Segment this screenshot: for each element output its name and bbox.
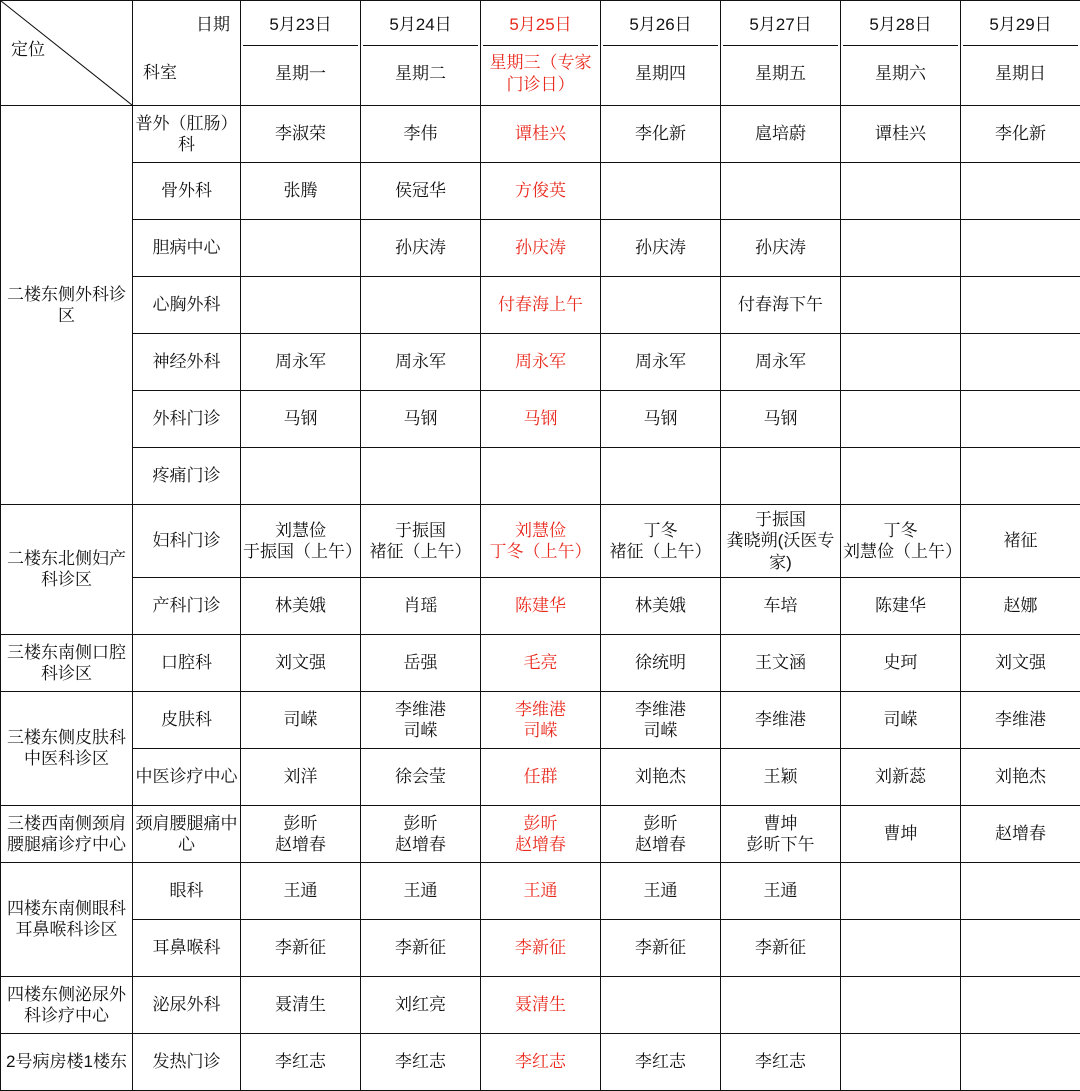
doctor-cell: 扈培蔚 [721, 106, 841, 163]
corner-area-label: 定位 [11, 39, 45, 60]
doctor-cell: 李维港 司嵘 [601, 691, 721, 748]
table-row [1, 919, 1080, 976]
doctor-cell: 丁冬 刘慧俭（上午） [841, 505, 961, 578]
doctor-cell [961, 976, 1080, 1033]
doctor-cell [601, 976, 721, 1033]
doctor-cell [721, 163, 841, 220]
doctor-cell: 李维港 司嵘 [361, 691, 481, 748]
doctor-cell: 孙庆涛 [481, 220, 601, 277]
doctor-cell: 侯冠华 [361, 163, 481, 220]
day-date-1: 5月24日 [363, 5, 478, 46]
table-row [1, 220, 1080, 277]
day-week-4: 星期五 [723, 46, 838, 101]
day-week-1: 星期二 [363, 46, 478, 101]
doctor-cell: 陈建华 [841, 577, 961, 634]
department-cell: 心胸外科 [133, 277, 241, 334]
doctor-cell [601, 277, 721, 334]
doctor-cell: 林美娥 [241, 577, 361, 634]
doctor-cell [721, 976, 841, 1033]
doctor-cell: 刘慧俭 丁冬（上午） [481, 505, 601, 578]
day-date-6: 5月29日 [963, 5, 1078, 46]
doctor-cell: 李红志 [361, 1033, 481, 1090]
table-row [1, 748, 1080, 805]
department-cell: 中医诊疗中心 [133, 748, 241, 805]
doctor-cell: 赵娜 [961, 577, 1080, 634]
doctor-cell: 马钢 [601, 391, 721, 448]
doctor-cell [841, 976, 961, 1033]
doctor-cell: 李新征 [721, 919, 841, 976]
area-cell: 二楼东北侧妇产科诊区 [1, 505, 133, 635]
doctor-cell: 司嵘 [841, 691, 961, 748]
day-header-2 [481, 1, 601, 106]
doctor-cell: 司嵘 [241, 691, 361, 748]
doctor-cell: 彭昕 赵增春 [361, 805, 481, 862]
table-row [1, 691, 1080, 748]
table-row [1, 163, 1080, 220]
area-cell: 三楼东侧皮肤科中医科诊区 [1, 691, 133, 805]
doctor-cell: 徐统明 [601, 634, 721, 691]
doctor-cell: 褚征 [961, 505, 1080, 578]
department-cell: 口腔科 [133, 634, 241, 691]
doctor-cell [961, 919, 1080, 976]
doctor-cell [841, 163, 961, 220]
department-cell: 耳鼻喉科 [133, 919, 241, 976]
doctor-cell [841, 220, 961, 277]
table-row [1, 634, 1080, 691]
doctor-cell: 肖瑶 [361, 577, 481, 634]
table-row [1, 448, 1080, 505]
doctor-cell [961, 1033, 1080, 1090]
day-header-6 [961, 1, 1080, 106]
doctor-cell: 岳强 [361, 634, 481, 691]
doctor-cell [841, 919, 961, 976]
doctor-cell [361, 448, 481, 505]
doctor-cell: 李新征 [481, 919, 601, 976]
doctor-cell: 彭昕 赵增春 [481, 805, 601, 862]
doctor-cell: 周永军 [241, 334, 361, 391]
area-cell: 四楼东南侧眼科耳鼻喉科诊区 [1, 862, 133, 976]
doctor-cell: 刘文强 [961, 634, 1080, 691]
day-header-0 [241, 1, 361, 106]
doctor-cell: 曹坤 [841, 805, 961, 862]
department-cell: 产科门诊 [133, 577, 241, 634]
doctor-cell [361, 277, 481, 334]
doctor-cell: 周永军 [481, 334, 601, 391]
doctor-cell: 孙庆涛 [721, 220, 841, 277]
department-cell: 眼科 [133, 862, 241, 919]
doctor-cell: 李新征 [601, 919, 721, 976]
doctor-cell [241, 277, 361, 334]
department-cell: 骨外科 [133, 163, 241, 220]
table-row [1, 976, 1080, 1033]
doctor-cell: 于振国 龚晓朔(沃医专家) [721, 505, 841, 578]
department-cell: 皮肤科 [133, 691, 241, 748]
doctor-cell: 李新征 [361, 919, 481, 976]
department-cell: 神经外科 [133, 334, 241, 391]
doctor-cell: 刘艳杰 [601, 748, 721, 805]
doctor-cell: 李红志 [721, 1033, 841, 1090]
day-week-6: 星期日 [963, 46, 1078, 101]
doctor-cell [961, 334, 1080, 391]
doctor-cell: 李伟 [361, 106, 481, 163]
doctor-cell [841, 391, 961, 448]
doctor-cell [601, 163, 721, 220]
doctor-cell: 刘文强 [241, 634, 361, 691]
day-date-4: 5月27日 [723, 5, 838, 46]
day-header-3 [601, 1, 721, 106]
doctor-cell: 王通 [361, 862, 481, 919]
doctor-cell [961, 163, 1080, 220]
doctor-cell: 马钢 [721, 391, 841, 448]
doctor-cell: 李红志 [241, 1033, 361, 1090]
doctor-cell: 付春海上午 [481, 277, 601, 334]
corner-date-label: 日期 [135, 5, 238, 45]
department-cell: 发热门诊 [133, 1033, 241, 1090]
department-cell: 外科门诊 [133, 391, 241, 448]
doctor-cell: 刘洋 [241, 748, 361, 805]
doctor-cell: 史珂 [841, 634, 961, 691]
table-row [1, 106, 1080, 163]
doctor-cell: 周永军 [361, 334, 481, 391]
department-cell: 颈肩腰腿痛中心 [133, 805, 241, 862]
doctor-cell: 彭昕 赵增春 [601, 805, 721, 862]
table-row [1, 334, 1080, 391]
doctor-cell [241, 448, 361, 505]
day-week-5: 星期六 [843, 46, 958, 101]
doctor-cell: 赵增春 [961, 805, 1080, 862]
doctor-cell: 聂清生 [241, 976, 361, 1033]
doctor-cell: 王颖 [721, 748, 841, 805]
doctor-cell: 刘新蕊 [841, 748, 961, 805]
doctor-cell: 马钢 [361, 391, 481, 448]
doctor-cell: 马钢 [481, 391, 601, 448]
doctor-cell: 徐会莹 [361, 748, 481, 805]
area-cell: 二楼东侧外科诊区 [1, 106, 133, 505]
doctor-cell: 付春海下午 [721, 277, 841, 334]
day-week-3: 星期四 [603, 46, 718, 101]
doctor-cell: 谭桂兴 [841, 106, 961, 163]
doctor-cell: 张腾 [241, 163, 361, 220]
corner-dept-date-cell [133, 1, 241, 106]
doctor-cell: 王文涵 [721, 634, 841, 691]
doctor-cell: 方俊英 [481, 163, 601, 220]
department-cell: 普外（肛肠）科 [133, 106, 241, 163]
corner-dept-label: 科室 [135, 45, 238, 101]
department-cell: 泌尿外科 [133, 976, 241, 1033]
doctor-cell: 李淑荣 [241, 106, 361, 163]
doctor-cell: 曹坤 彭昕下午 [721, 805, 841, 862]
doctor-cell: 周永军 [601, 334, 721, 391]
day-date-0: 5月23日 [243, 5, 358, 46]
table-row [1, 805, 1080, 862]
doctor-cell: 马钢 [241, 391, 361, 448]
doctor-cell: 李维港 [961, 691, 1080, 748]
doctor-cell [721, 448, 841, 505]
doctor-cell: 林美娥 [601, 577, 721, 634]
doctor-cell: 丁冬 褚征（上午） [601, 505, 721, 578]
doctor-cell [961, 862, 1080, 919]
department-cell: 胆病中心 [133, 220, 241, 277]
doctor-cell: 李化新 [601, 106, 721, 163]
doctor-cell [961, 220, 1080, 277]
doctor-cell: 任群 [481, 748, 601, 805]
doctor-cell: 王通 [601, 862, 721, 919]
doctor-cell: 谭桂兴 [481, 106, 601, 163]
table-row [1, 391, 1080, 448]
doctor-cell: 李红志 [601, 1033, 721, 1090]
department-cell: 妇科门诊 [133, 505, 241, 578]
day-header-1 [361, 1, 481, 106]
doctor-cell [841, 448, 961, 505]
day-week-0: 星期一 [243, 46, 358, 101]
day-week-2: 星期三（专家门诊日） [483, 46, 598, 101]
doctor-cell [241, 220, 361, 277]
doctor-cell: 彭昕 赵增春 [241, 805, 361, 862]
doctor-cell: 王通 [481, 862, 601, 919]
area-cell: 三楼东南侧口腔科诊区 [1, 634, 133, 691]
doctor-cell [961, 448, 1080, 505]
table-row [1, 505, 1080, 578]
header-row [1, 1, 1080, 106]
table-row [1, 277, 1080, 334]
doctor-cell: 李维港 [721, 691, 841, 748]
doctor-cell [841, 277, 961, 334]
doctor-cell: 刘红亮 [361, 976, 481, 1033]
doctor-cell: 孙庆涛 [601, 220, 721, 277]
doctor-cell [961, 391, 1080, 448]
doctor-cell: 周永军 [721, 334, 841, 391]
doctor-cell: 李红志 [481, 1033, 601, 1090]
doctor-cell: 毛亮 [481, 634, 601, 691]
day-header-5 [841, 1, 961, 106]
day-date-3: 5月26日 [603, 5, 718, 46]
doctor-cell: 王通 [241, 862, 361, 919]
day-date-2: 5月25日 [483, 5, 598, 46]
doctor-cell [601, 448, 721, 505]
doctor-cell: 李维港 司嵘 [481, 691, 601, 748]
area-cell: 2号病房楼1楼东 [1, 1033, 133, 1090]
doctor-cell [841, 1033, 961, 1090]
doctor-cell: 孙庆涛 [361, 220, 481, 277]
doctor-cell [961, 277, 1080, 334]
table-row [1, 862, 1080, 919]
table-row [1, 577, 1080, 634]
department-cell: 疼痛门诊 [133, 448, 241, 505]
doctor-cell: 王通 [721, 862, 841, 919]
table-header [1, 1, 1080, 106]
doctor-cell [481, 448, 601, 505]
corner-area-cell [1, 1, 133, 106]
doctor-cell [841, 334, 961, 391]
doctor-cell: 李新征 [241, 919, 361, 976]
doctor-cell: 陈建华 [481, 577, 601, 634]
doctor-cell: 聂清生 [481, 976, 601, 1033]
doctor-cell: 于振国 褚征（上午） [361, 505, 481, 578]
doctor-cell: 车培 [721, 577, 841, 634]
area-cell: 三楼西南侧颈肩腰腿痛诊疗中心 [1, 805, 133, 862]
doctor-cell: 刘慧俭 于振国（上午） [241, 505, 361, 578]
day-date-5: 5月28日 [843, 5, 958, 46]
table-row [1, 1033, 1080, 1090]
day-header-4 [721, 1, 841, 106]
doctor-cell [841, 862, 961, 919]
doctor-cell: 刘艳杰 [961, 748, 1080, 805]
table-body [1, 106, 1080, 1091]
area-cell: 四楼东侧泌尿外科诊疗中心 [1, 976, 133, 1033]
doctor-cell: 李化新 [961, 106, 1080, 163]
